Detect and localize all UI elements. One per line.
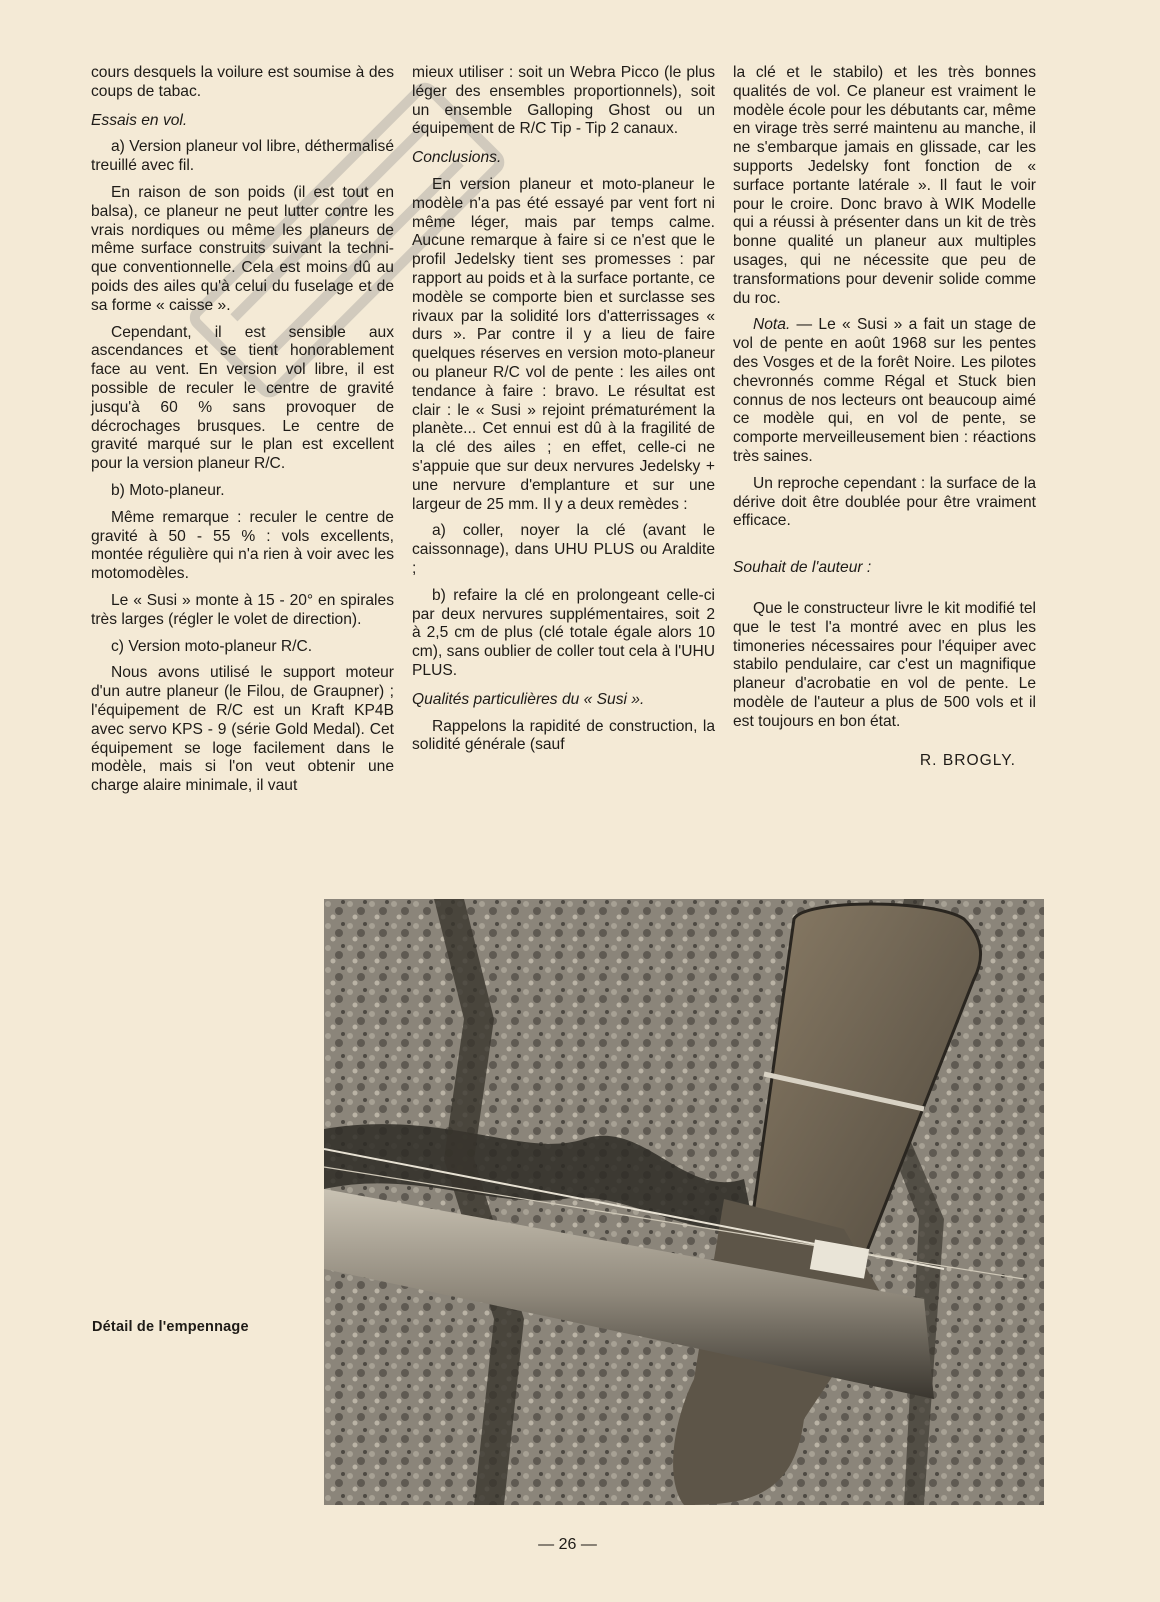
paragraph: Que le constructeur livre le kit modifié tel que le test l'a montré avec en plus les timoneries nécessaires pour l'équiper avec stabilo pendulaire, car c'est un magnifique planeur d'acrobatie en vol de pente. Le modèle de l'auteur a plus de 500 vols et il est toujours en bon état. [733,599,1036,730]
tail-detail-photo [324,899,1044,1505]
paragraph: a) coller, noyer la clé (avant le caissonnage), dans UHU PLUS ou Araldite ; [412,522,715,577]
article-columns [91,64,1036,872]
paragraph: cours desquels la voilure est soumise à des coups de tabac. [91,64,394,100]
paragraph: Un reproche cependant : la surface de la dérive doit être doublée pour être vraiment efficace. [733,474,1036,530]
paragraph: Le « Susi » monte à 15 - 20° en spirales très larges (régler le volet de direction). [91,591,394,628]
paragraph: b) Moto-planeur. [111,481,225,499]
photo-caption: Détail de l'empennage [92,1319,249,1335]
paragraph: Cependant, il est sensible aux ascendances et se tient honorablement face au vent. En version vol libre, il est possible de reculer le centre de gravité jusqu'à 60 % sans provoquer de décrochages brusques. Le centre de gravité marqué sur le plan est excellent pour la version planeur R/C. [91,323,394,473]
section-heading-souhait: Souhait de l'auteur : [733,559,872,577]
column-2 [412,64,715,872]
paragraph: mieux utiliser : soit un Webra Picco (le plus léger des ensembles proportionnels), soit un ensemble Galloping Ghost ou un équipement de R/C Tip - Tip 2 canaux. [412,64,715,138]
paragraph: En version planeur et moto-planeur le modèle n'a pas été essayé par vent fort ni même léger, mais par temps calme. Aucune remarque à faire si ce n'est que le profil Jedelsky tient ses promesses : par rapport au poids et à la surface portante, ce modèle se comporte bien et surclasse ses rivaux par la solidité lors d'atterrissages « durs ». Par contre il y a lieu de faire quelques réserves en version moto-planeur ou planeur R/C vol de pente : les ailes ont tendance à faire : bravo. Le résultat est clair : le « Susi » rejoint prématurément la planète... Cet ennui est dû à la fragilité de la clé des ailes ; en effet, celle-ci ne s'appuie que sur deux nervures Jedelsky + une nervure d'emplanture et sur une largeur de 25 mm. Il y a deux remèdes : [412,175,715,513]
section-heading-essais: Essais en vol. [91,111,188,129]
paragraph: c) Version moto-planeur R/C. [111,637,313,655]
author-signature: R. BROGLY. [919,751,1016,769]
photo-illustration [324,899,1044,1505]
paragraph: Nous avons utilisé le support moteur d'un autre planeur (le Filou, de Graupner) ; l'équipement de R/C est un Kraft KP4B avec servo KPS - 9 (série Gold Medal). Cet équipement se loge facilement dans le modèle, mais si l'on veut obtenir une charge alaire minimale, il vaut [91,664,394,795]
paragraph: En raison de son poids (il est tout en balsa), ce planeur ne peut lutter contre les vrais nordiques ou même les planeurs de même surface construits suivant la technique conventionnelle. Cela est moins dû au poids des ailes qu'à celui du fuselage et de sa forme « caisse ». [91,183,394,314]
paragraph: Même remarque : reculer le centre de gravité à 50 - 55 % : vols excellents, montée régulière qui n'a rien à voir avec les motomodèles. [91,508,394,583]
paragraph: a) Version planeur vol libre, déthermalisé treuillé avec fil. [91,138,394,175]
section-heading-qualites: Qualités particulières du « Susi ». [412,690,645,708]
column-1 [91,64,394,872]
page-number: — 26 — [538,1536,597,1553]
nota-text: — Le « Susi » a fait un stage de vol de pente en août 1968 sur les pentes des Vosges et de la forêt Noire. Les pilotes chevronnés comme Régal et Stuck bien connus de nos lecteurs ont beaucoup aimé ce modèle qui, en vol de pente, se comporte merveilleusement bien : réactions très saines. [733,316,1036,465]
paragraph-nota [733,316,1036,466]
paragraph: b) refaire la clé en prolongeant celle-ci par deux nervures supplémentaires, soit 2 à 2,5 cm de plus (clé totale égale alors 10 cm), sans oublier de coller tout cela à l'UHU PLUS. [412,586,715,679]
paragraph: la clé et le stabilo) et les très bonnes qualités de vol. Ce planeur est vraiment le modèle école pour les débutants car, même en virage très serré maintenu au manche, il ne s'embarque jamais en glissade, car les supports Jedelsky font fonction de « surface portante latérale ». Il faut le voir pour le croire. Donc bravo à WIK Modelle qui a réussi à présenter dans un kit de très bonne qualité un planeur aux multiples usages, qui ne nécessite que peu de transformations pour devenir solide comme du roc. [733,64,1036,307]
paragraph: Rappelons la rapidité de construction, la solidité générale (sauf [412,717,715,754]
section-heading-conclusions: Conclusions. [412,149,502,167]
nota-label: Nota. [753,316,791,334]
column-3 [733,64,1036,872]
